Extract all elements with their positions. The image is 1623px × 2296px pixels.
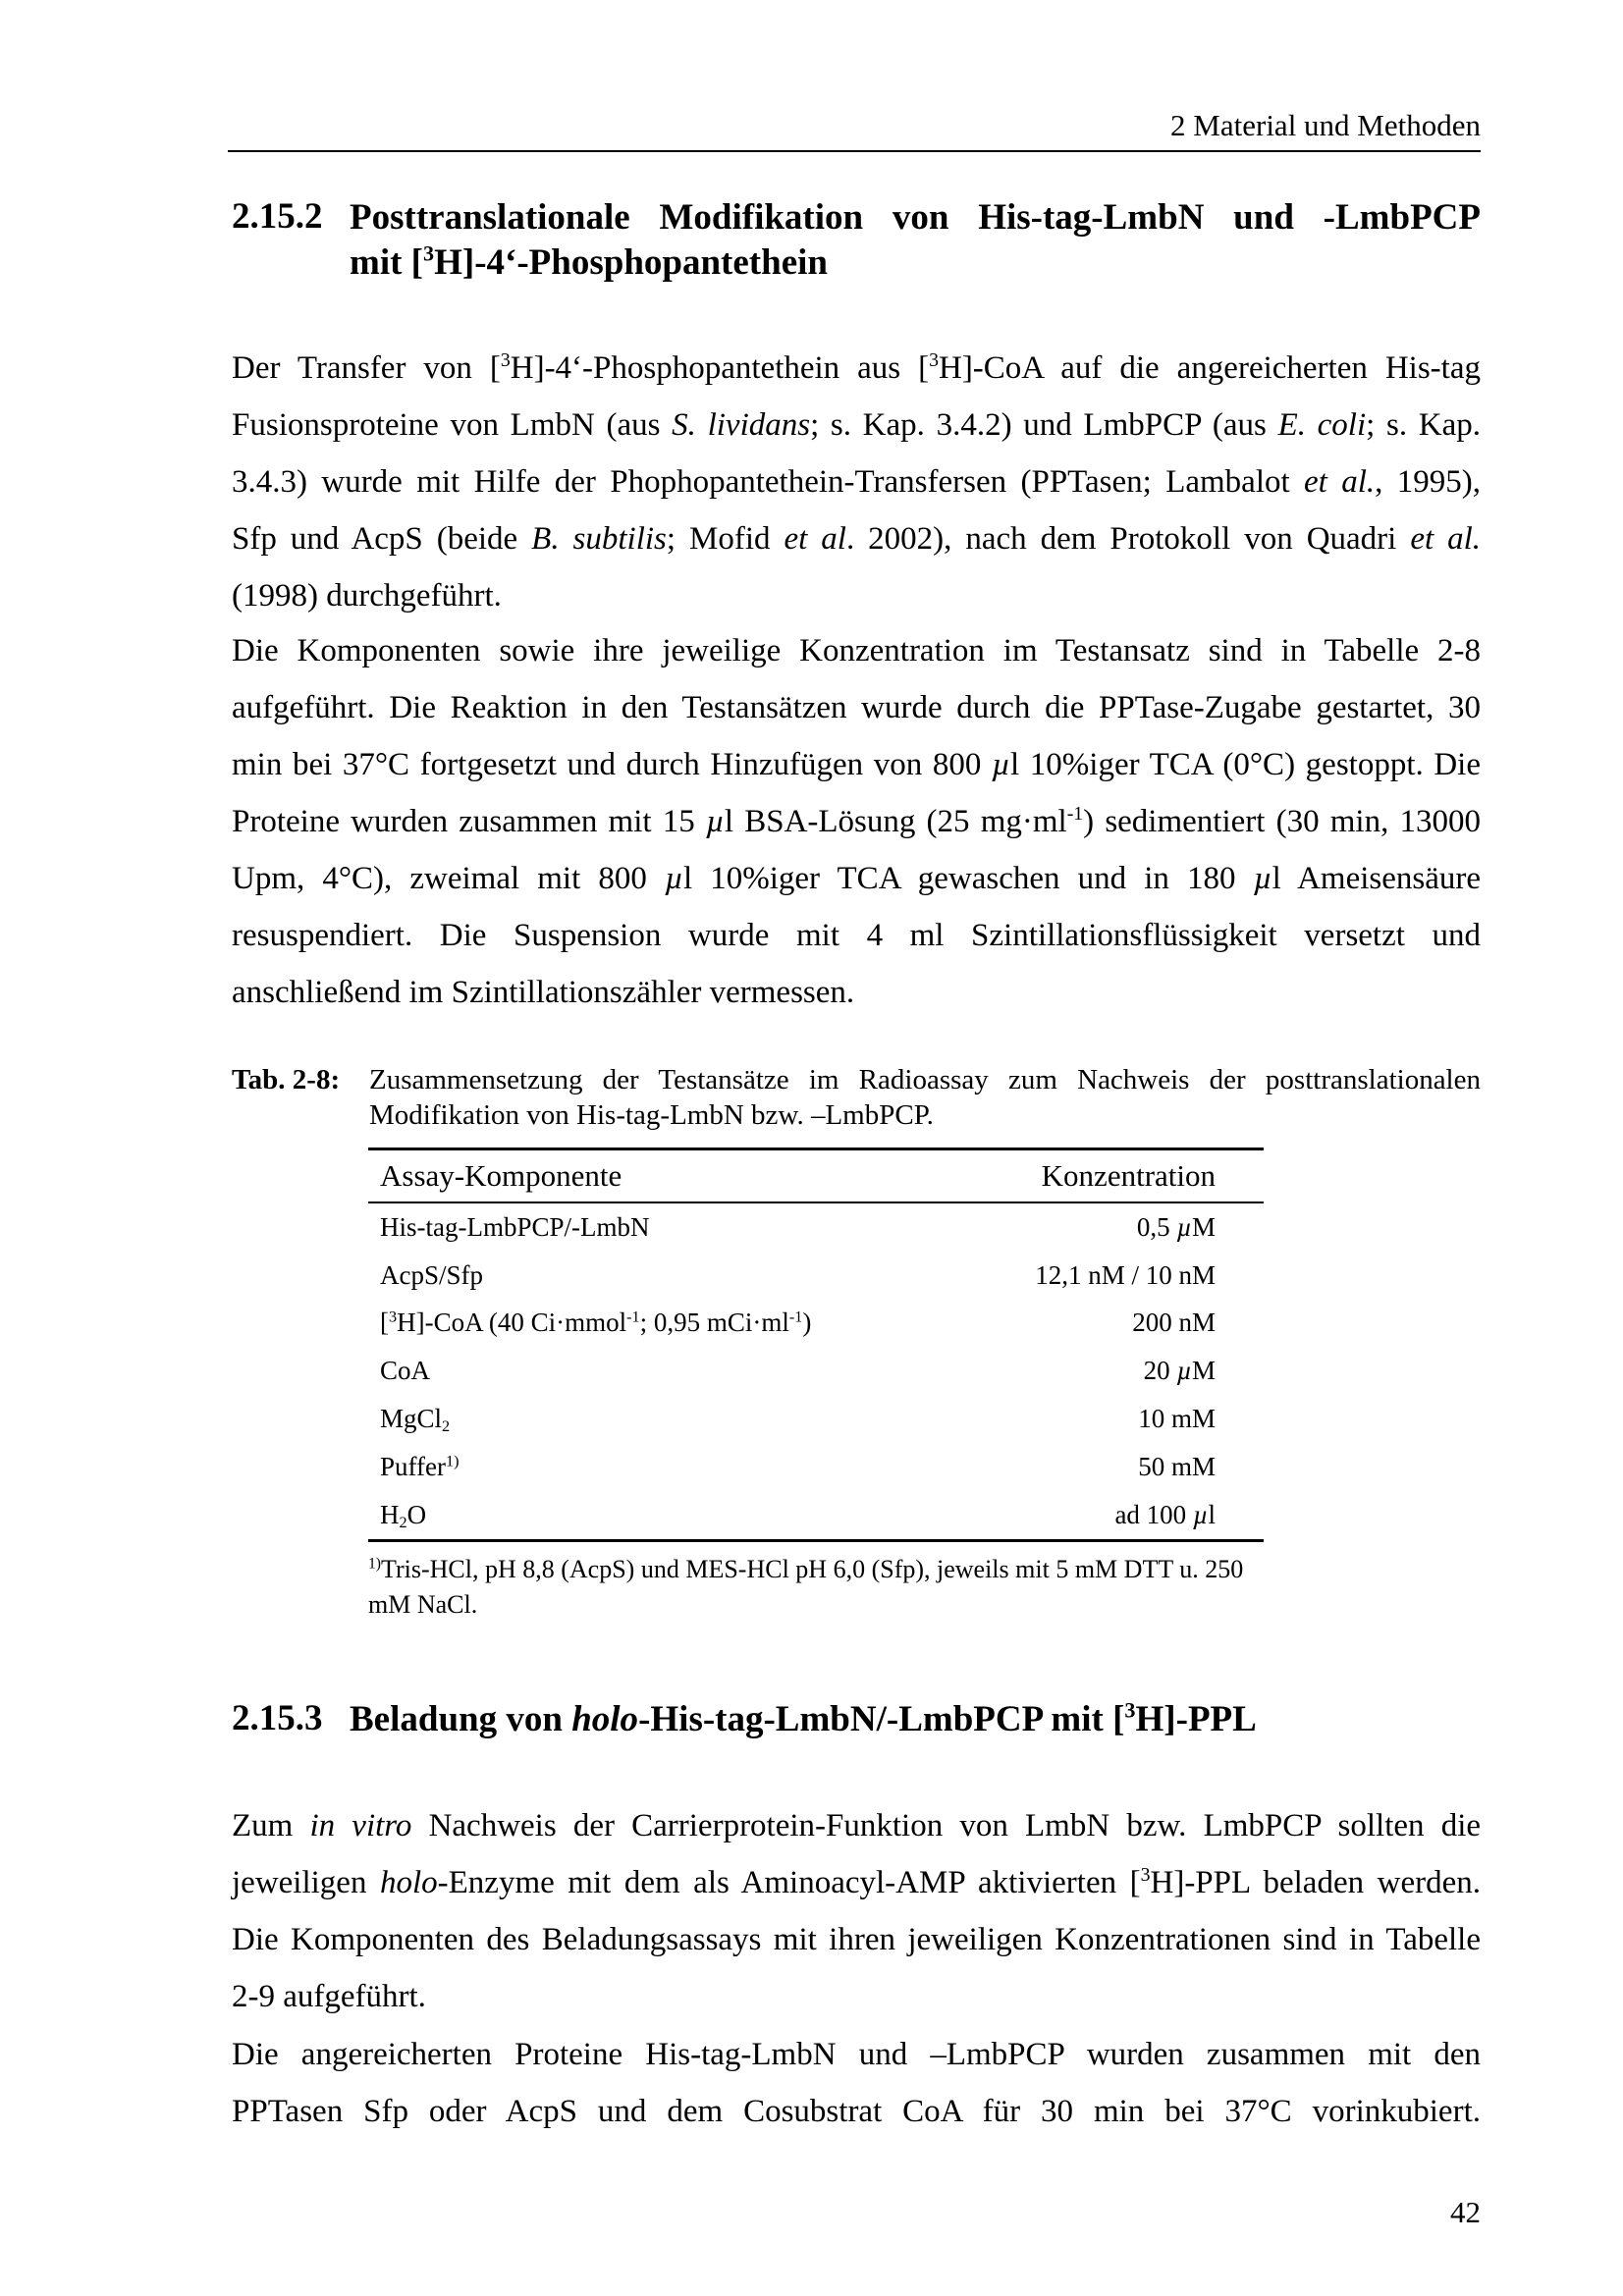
- text-line: [232, 1968, 1481, 2025]
- header-cell: [1042, 1158, 1216, 1194]
- table-label: Tab. 2-8:: [232, 1064, 341, 1095]
- text-segment: O: [406, 1499, 427, 1529]
- text-segment: µ: [705, 804, 725, 839]
- text-line: [232, 454, 1481, 510]
- text-segment: aufgeführt. Die Reaktion in den Testansätzen wurde durch die PPTase-Zugabe gestartet, 30: [232, 690, 1481, 725]
- text-segment: H]-PPL beladen werden.: [1150, 1865, 1481, 1900]
- text-segment: Assay-Komponente: [380, 1158, 622, 1193]
- paragraph-2: [232, 622, 1481, 1021]
- text-segment: ; Mofid: [666, 521, 784, 557]
- table-caption-text: [369, 1062, 1481, 1133]
- text-segment: 1): [446, 1452, 460, 1470]
- table-body: [368, 1203, 1264, 1539]
- text-segment: -1: [788, 1308, 803, 1326]
- text-segment: Die Komponenten des Beladungsassays mit ihren jeweiligen Konzentrationen sind in Tabelle: [232, 1922, 1481, 1957]
- text-segment: l BSA-Lösung (25 mg·ml: [724, 804, 1067, 839]
- text-segment: 0,5: [1136, 1211, 1177, 1242]
- text-line: [232, 679, 1481, 736]
- text-segment: H]-CoA (40 Ci·mmol: [397, 1308, 627, 1338]
- concentration-cell: [1144, 1356, 1216, 1386]
- text-segment: ; s. Kap. 3.4.2) und LmbPCP (aus: [810, 407, 1278, 443]
- text-line: [232, 2083, 1481, 2140]
- text-line: [350, 240, 1481, 286]
- text-segment: holo: [571, 1699, 639, 1739]
- paragraph-4: [232, 2026, 1481, 2140]
- text-segment: Posttranslationale Modifikation von His-tag-LmbN und -LmbPCP: [350, 197, 1481, 238]
- table-bottom-rule: [368, 1539, 1264, 1542]
- text-segment: min bei 37°C fortgesetzt und durch Hinzufügen von 800: [232, 747, 992, 782]
- text-segment: -His-tag-LmbN/-LmbPCP mit [: [638, 1699, 1125, 1739]
- text-segment: Puffer: [380, 1451, 446, 1481]
- text-segment: jeweiligen: [232, 1865, 380, 1900]
- text-segment: 50 mM: [1138, 1451, 1216, 1481]
- header-rule: [228, 150, 1481, 152]
- text-line: [232, 1911, 1481, 1968]
- text-segment: H]-4‘-Phosphopantethein aus [: [510, 350, 930, 386]
- header-cell: [380, 1158, 622, 1194]
- text-line: [232, 793, 1481, 850]
- component-cell: [380, 1404, 450, 1434]
- text-line: [350, 195, 1481, 240]
- paragraph-1: [232, 340, 1481, 624]
- text-segment: B. subtilis: [531, 521, 667, 557]
- text-segment: mit [: [350, 242, 423, 283]
- text-segment: E. coli: [1277, 407, 1367, 443]
- text-segment: His-tag-LmbPCP/-LmbN: [380, 1211, 650, 1242]
- table-row: [368, 1300, 1264, 1348]
- table-footnote: [368, 1552, 1252, 1623]
- text-segment: H]-PPL: [1135, 1699, 1257, 1739]
- text-segment: M: [1191, 1211, 1216, 1242]
- text-segment: Tris-HCl, pH 8,8 (AcpS) und MES-HCl pH 6,0 (Sfp), jeweils mit 5 mM DTT u. 250 mM NaCl.: [368, 1554, 1244, 1619]
- component-cell: [380, 1500, 426, 1530]
- concentration-cell: [1138, 1404, 1216, 1434]
- text-segment: Proteine wurden zusammen mit 15: [232, 804, 706, 839]
- text-segment: 200 nM: [1132, 1308, 1216, 1338]
- text-line: [232, 397, 1481, 454]
- text-segment: µ: [1176, 1211, 1192, 1242]
- text-segment: 10 mM: [1138, 1404, 1216, 1434]
- text-line: [350, 1697, 1481, 1742]
- text-segment: Zum: [232, 1808, 310, 1843]
- text-line: [232, 736, 1481, 793]
- text-segment: l: [1208, 1499, 1216, 1529]
- text-segment: AcpS/Sfp: [380, 1259, 484, 1290]
- text-segment: 3: [1124, 1697, 1136, 1723]
- text-line: [232, 907, 1481, 964]
- text-segment: -1: [1066, 803, 1084, 826]
- text-segment: 20: [1143, 1356, 1177, 1386]
- text-line: [232, 622, 1481, 679]
- text-segment: 12,1 nM / 10 nM: [1035, 1259, 1216, 1290]
- component-cell: [380, 1212, 650, 1243]
- text-segment: 3: [1140, 1864, 1151, 1887]
- text-segment: MgCl: [380, 1404, 443, 1434]
- component-cell: [380, 1260, 483, 1291]
- text-segment: H]-CoA auf die angereicherten His-tag: [938, 350, 1481, 386]
- text-segment: Der Transfer von [: [232, 350, 501, 386]
- table-row: [368, 1395, 1264, 1443]
- component-cell: [380, 1356, 430, 1386]
- text-line: [232, 1797, 1481, 1854]
- text-segment: l Ameisensäure: [1271, 861, 1481, 896]
- text-segment: . 2002), nach dem Protokoll von Quadri: [845, 521, 1411, 557]
- text-segment: M: [1191, 1356, 1216, 1386]
- page-number: 42: [1450, 2195, 1481, 2229]
- text-segment: µ: [1253, 861, 1272, 896]
- text-line: [369, 1062, 1481, 1097]
- concentration-cell: [1132, 1308, 1216, 1338]
- table-row: [368, 1252, 1264, 1300]
- text-segment: 2: [442, 1417, 451, 1436]
- text-segment: Die angereicherten Proteine His-tag-LmbN und –LmbPCP wurden zusammen mit den: [232, 2037, 1481, 2072]
- text-segment: S. lividans: [672, 407, 811, 443]
- text-segment: -Enzyme mit dem als Aminoacyl-AMP aktivierten [: [437, 1865, 1141, 1900]
- text-segment: Die Komponenten sowie ihre jeweilige Konzentration im Testansatz sind in Tabelle 2-8: [232, 633, 1481, 668]
- text-segment: et al: [784, 521, 846, 557]
- component-cell: [380, 1452, 459, 1482]
- text-segment: 3: [389, 1308, 398, 1326]
- text-segment: µ: [992, 747, 1011, 782]
- text-segment: 3: [929, 349, 939, 372]
- component-cell: [380, 1308, 811, 1338]
- text-segment: resuspendiert. Die Suspension wurde mit 4 ml Szintillationsflüssigkeit versetzt und: [232, 918, 1481, 953]
- text-line: [232, 964, 1481, 1021]
- text-segment: Konzentration: [1041, 1158, 1216, 1193]
- text-segment: (1998) durchgeführt.: [232, 578, 502, 614]
- section-title: [350, 195, 1481, 286]
- section-number: 2.15.2: [232, 196, 323, 237]
- text-segment: Nachweis der Carrierprotein-Funktion von LmbN bzw. LmbPCP sollten die: [411, 1808, 1482, 1843]
- text-line: [232, 1854, 1481, 1911]
- text-segment: [: [380, 1308, 389, 1338]
- section-number: 2.15.3: [232, 1698, 323, 1738]
- text-segment: H: [380, 1499, 400, 1529]
- running-head: 2 Material und Methoden: [1170, 108, 1481, 142]
- text-segment: anschließend im Szintillationszähler vermessen.: [232, 975, 855, 1010]
- text-segment: -1: [626, 1308, 640, 1326]
- text-segment: PPTasen Sfp oder AcpS und dem Cosubstrat CoA für 30 min bei 37°C vorinkubiert.: [232, 2094, 1481, 2129]
- text-segment: CoA: [380, 1356, 431, 1386]
- text-segment: 3: [423, 240, 435, 266]
- concentration-cell: [1138, 1452, 1216, 1482]
- text-segment: 3: [500, 349, 511, 372]
- table-row: [368, 1443, 1264, 1491]
- text-segment: et al.: [1304, 464, 1376, 500]
- concentration-cell: [1114, 1500, 1216, 1530]
- text-segment: l 10%iger TCA gewaschen und in 180: [682, 861, 1254, 896]
- text-line: [232, 567, 1481, 624]
- text-segment: holo: [379, 1865, 438, 1900]
- text-segment: ) sedimentiert (30 min, 13000: [1083, 804, 1481, 839]
- table-header-row: [368, 1150, 1264, 1201]
- text-segment: Sfp und AcpS (beide: [232, 521, 532, 557]
- text-segment: in vitro: [309, 1808, 412, 1843]
- text-segment: l 10%iger TCA (0°C) gestoppt. Die: [1010, 747, 1481, 782]
- text-segment: Modifikation von His-tag-LmbN bzw. –LmbPCP.: [369, 1099, 934, 1131]
- text-segment: µ: [1192, 1499, 1209, 1529]
- text-segment: et al.: [1410, 521, 1482, 557]
- text-segment: Fusionsproteine von LmbN (aus: [232, 407, 673, 443]
- section-title: [350, 1697, 1481, 1742]
- section-heading-2-15-2: [232, 195, 1481, 286]
- text-line: [232, 850, 1481, 907]
- text-segment: 3.4.3) wurde mit Hilfe der Phophopantethein-Transfersen (PPTasen; Lambalot: [232, 464, 1305, 500]
- text-segment: ; 0,95 mCi·ml: [639, 1308, 789, 1338]
- section-heading-2-15-3: [232, 1697, 1481, 1742]
- text-line: [232, 2026, 1481, 2083]
- text-segment: 2: [399, 1513, 407, 1531]
- text-segment: 1): [368, 1555, 381, 1573]
- text-segment: µ: [1176, 1356, 1192, 1386]
- table-row: [368, 1203, 1264, 1252]
- text-segment: Upm, 4°C), zweimal mit 800: [232, 861, 665, 896]
- text-segment: ; s. Kap.: [1366, 407, 1481, 443]
- text-segment: , 1995),: [1375, 464, 1481, 500]
- table-row: [368, 1491, 1264, 1539]
- paragraph-3: [232, 1797, 1481, 2025]
- text-line: [369, 1097, 1481, 1133]
- text-segment: ): [802, 1308, 812, 1338]
- text-segment: ad 100: [1114, 1499, 1193, 1529]
- table-row: [368, 1347, 1264, 1395]
- concentration-cell: [1137, 1212, 1216, 1243]
- composition-table: [368, 1148, 1264, 1623]
- text-segment: µ: [664, 861, 683, 896]
- text-segment: Beladung von: [350, 1699, 572, 1739]
- text-line: [232, 340, 1481, 397]
- text-segment: Zusammensetzung der Testansätze im Radioassay zum Nachweis der posttranslationalen: [369, 1064, 1481, 1095]
- concentration-cell: [1035, 1260, 1216, 1291]
- text-segment: 2-9 aufgeführt.: [232, 1979, 426, 2014]
- text-segment: H]-4‘-Phosphopantethein: [434, 242, 828, 283]
- text-line: [232, 510, 1481, 567]
